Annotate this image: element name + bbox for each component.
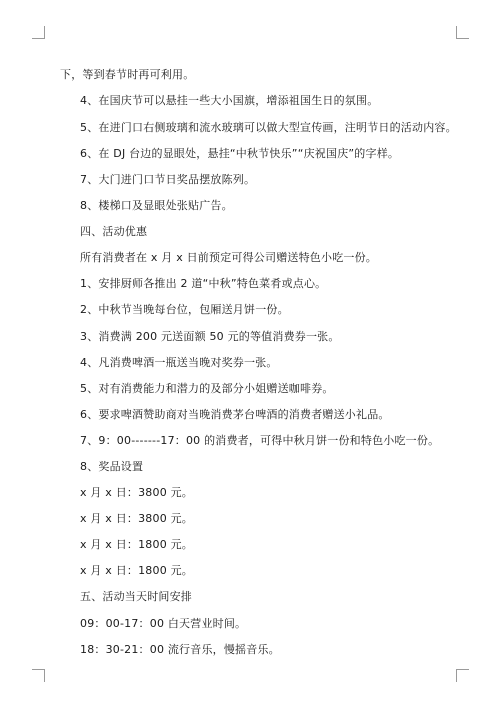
- text-line: 1、安排厨师各推出 2 道“中秋”特色菜肴或点心。: [80, 277, 327, 290]
- text-line: 7、9：00-------17：00 的消费者，可得中秋月饼一份和特色小吃一份。: [80, 434, 440, 447]
- schedule-line: 09：00-17：00 白天营业时间。: [80, 617, 247, 630]
- text-line: 6、要求啤酒赞助商对当晚消费茅台啤酒的消费者赠送小礼品。: [80, 408, 390, 421]
- text-line: 所有消费者在 x 月 x 日前预定可得公司赠送特色小吃一份。: [80, 251, 378, 264]
- text-line: 4、凡消费啤酒一瓶送当晚对奖券一张。: [80, 356, 278, 369]
- text-line: 5、对有消费能力和潜力的及部分小姐赠送咖啡券。: [80, 382, 334, 395]
- prize-line: x 月 x 日：3800 元。: [80, 486, 193, 499]
- prize-line: x 月 x 日：1800 元。: [80, 538, 193, 551]
- section-heading: 五、活动当天时间安排: [80, 590, 192, 603]
- prize-line: x 月 x 日：1800 元。: [80, 564, 193, 577]
- text-line: 4、在国庆节可以悬挂一些大小国旗，增添祖国生日的氛围。: [80, 94, 379, 107]
- text-line: 3、消费满 200 元送面额 50 元的等值消费券一张。: [80, 330, 340, 343]
- text-line: 5、在进门口右侧玻璃和流水玻璃可以做大型宣传画，注明节日的活动内容。: [80, 121, 457, 134]
- text-line: 6、在 DJ 台边的显眼处，悬挂“中秋节快乐”“庆祝国庆”的字样。: [80, 147, 400, 160]
- text-line: 2、中秋节当晚每台位，包厢送月饼一份。: [80, 303, 289, 316]
- section-heading: 四、活动优惠: [80, 225, 148, 238]
- crop-mark-bottom-left: [32, 669, 45, 682]
- text-line: 8、楼梯口及显眼处张贴广告。: [80, 199, 233, 212]
- schedule-line: 18：30-21：00 流行音乐，慢摇音乐。: [80, 643, 280, 656]
- text-line: 7、大门进门口节日奖品摆放陈列。: [80, 173, 256, 186]
- crop-mark-top-left: [32, 26, 45, 39]
- crop-mark-top-right: [456, 26, 469, 39]
- crop-mark-bottom-right: [456, 669, 469, 682]
- text-line: 8、奖品设置: [80, 460, 144, 473]
- prize-line: x 月 x 日：3800 元。: [80, 512, 193, 525]
- text-line: 下，等到春节时再可利用。: [60, 68, 195, 81]
